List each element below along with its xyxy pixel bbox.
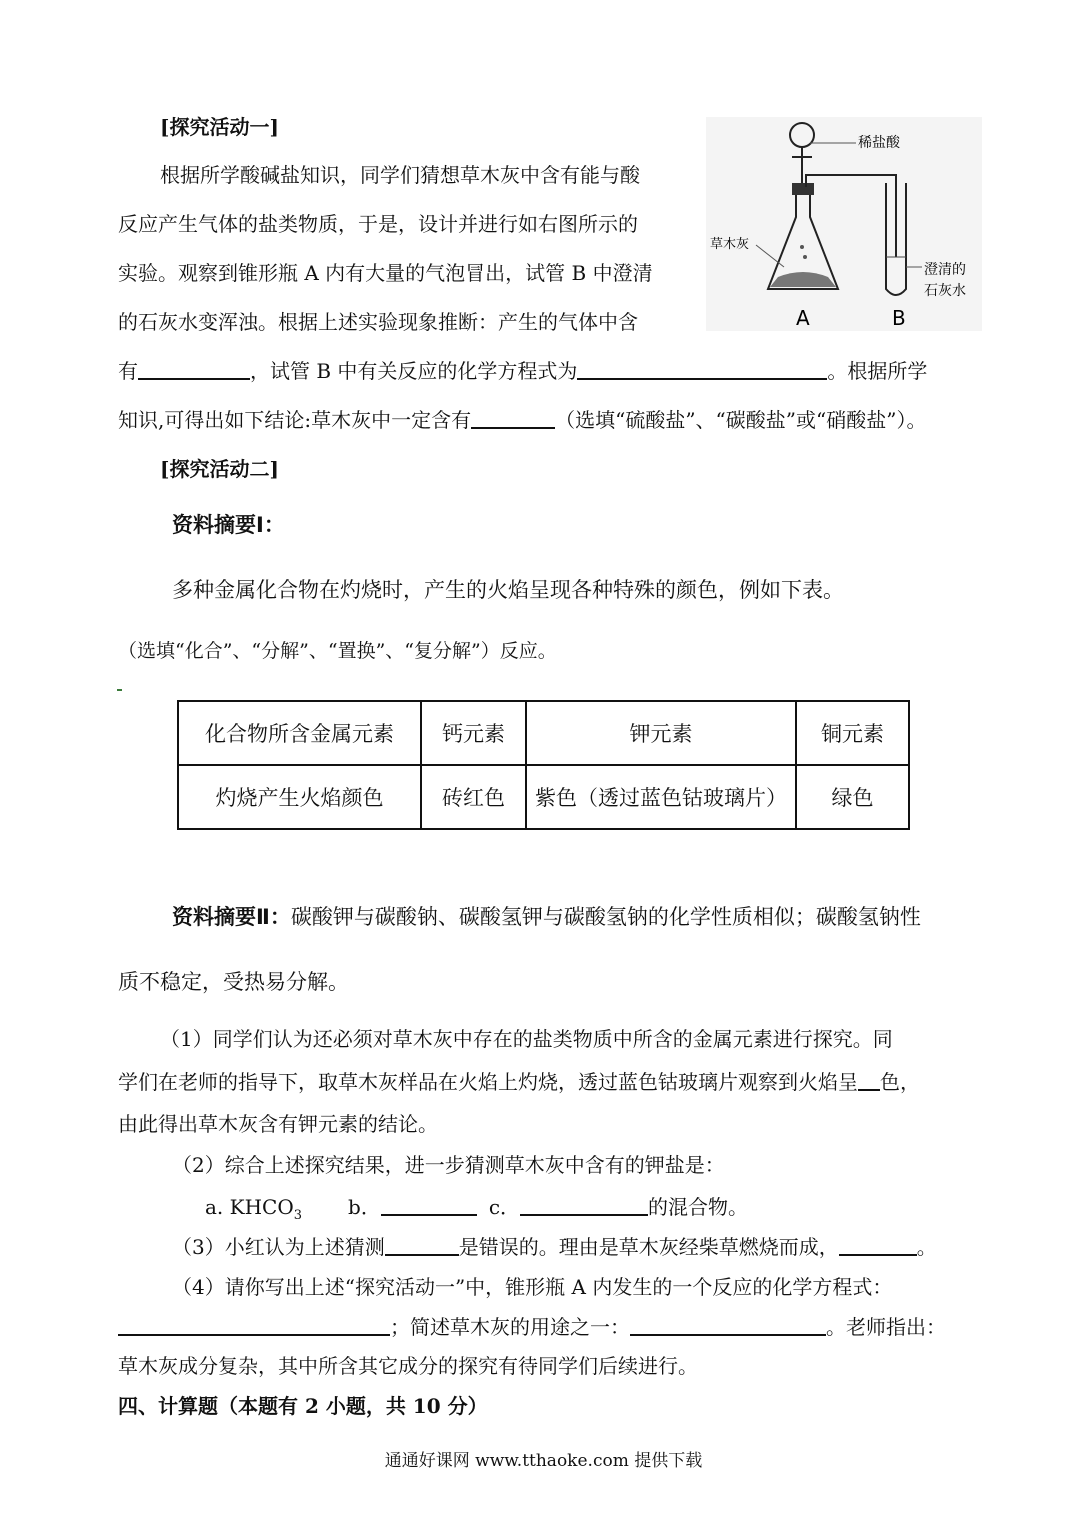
- answer-blank-wrong-guess[interactable]: [385, 1234, 459, 1256]
- summary1-title: 资料摘要Ⅰ：: [172, 513, 285, 537]
- answer-blank-salt[interactable]: [471, 407, 555, 429]
- summary2-line-2: 质不稳定，受热易分解。: [118, 970, 349, 994]
- table-cell: 绿色: [796, 765, 909, 829]
- activity1-line-4: 的石灰水变浑浊。根据上述实验现象推断：产生的气体中含: [118, 310, 638, 334]
- activity1-line-3: 实验。观察到锥形瓶 A 内有大量的气泡冒出，试管 B 中澄清: [118, 261, 653, 285]
- answer-blank-gas[interactable]: [138, 358, 250, 380]
- table-cell: 化合物所含金属元素: [178, 701, 421, 765]
- question-1-line-3: 由此得出草木灰含有钾元素的结论。: [118, 1112, 438, 1136]
- page-footer: 通通好课网 www.tthaoke.com 提供下载: [384, 1451, 703, 1471]
- label-b: B: [892, 306, 906, 330]
- table-cell: 砖红色: [421, 765, 526, 829]
- stray-line: （选填“化合”、“分解”、“置换”、“复分解”）反应。: [118, 640, 557, 662]
- answer-blank-reason[interactable]: [839, 1234, 917, 1256]
- apparatus-diagram: [706, 117, 982, 331]
- section-4-title: 四、计算题（本题有 2 小题，共 10 分）: [118, 1394, 488, 1418]
- label-limewater-2: 石灰水: [924, 283, 966, 299]
- table-cell: 紫色（透过蓝色钴玻璃片）: [526, 765, 796, 829]
- activity1-line-6: 知识,可得出如下结论:草木灰中一定含有 （选填“硫酸盐”、“碳酸盐”或“硝酸盐”）。: [118, 408, 927, 432]
- table-cell: 钾元素: [526, 701, 796, 765]
- activity1-line-1: 根据所学酸碱盐知识，同学们猜想草木灰中含有能与酸: [160, 163, 640, 187]
- summary2-line-1: 资料摘要Ⅱ：碳酸钾与碳酸钠、碳酸氢钾与碳酸氢钠的化学性质相似；碳酸氢钠性: [172, 905, 921, 929]
- activity2-title: [探究活动二]: [160, 457, 279, 481]
- table-row: [178, 765, 909, 829]
- label-a: A: [796, 306, 810, 330]
- question-2-options: a. $KHCO_3$ b． c． 的混合物。: [205, 1195, 749, 1223]
- table-cell: 钙元素: [421, 701, 526, 765]
- activity1-line-5: 有 ，试管 B 中有关反应的化学方程式为 。根据所学: [118, 359, 928, 383]
- activity1-title: [探究活动一]: [160, 115, 279, 139]
- answer-blank-usage[interactable]: [630, 1314, 826, 1336]
- answer-blank-flame-color[interactable]: [858, 1069, 880, 1091]
- label-ash: 草木灰: [710, 237, 750, 252]
- answer-blank-reaction-equation[interactable]: [118, 1314, 390, 1336]
- stray-mark: [117, 689, 122, 691]
- label-acid: 稀盐酸: [858, 135, 900, 151]
- question-2-line-1: （2）综合上述探究结果，进一步猜测草木灰中含有的钾盐是：: [172, 1153, 725, 1177]
- answer-blank-option-b[interactable]: [381, 1194, 477, 1216]
- flame-color-table: [177, 700, 910, 830]
- table-cell: 灼烧产生火焰颜色: [178, 765, 421, 829]
- table-cell: 铜元素: [796, 701, 909, 765]
- question-3: （3）小红认为上述猜测 是错误的。理由是草木灰经柴草燃烧而成， 。: [172, 1235, 937, 1259]
- answer-blank-option-c[interactable]: [520, 1194, 648, 1216]
- answer-blank-equation[interactable]: [577, 358, 827, 380]
- question-4-line-1: （4）请你写出上述“探究活动一”中，锥形瓶 A 内发生的一个反应的化学方程式：: [172, 1275, 893, 1299]
- activity1-line-2: 反应产生气体的盐类物质，于是，设计并进行如右图所示的: [118, 212, 638, 236]
- question-1-line-1: （1）同学们认为还必须对草木灰中存在的盐类物质中所含的金属元素进行探究。同: [160, 1027, 893, 1051]
- summary1-text: 多种金属化合物在灼烧时，产生的火焰呈现各种特殊的颜色，例如下表。: [172, 578, 844, 602]
- label-limewater-1: 澄清的: [924, 262, 966, 278]
- question-4-line-3: 草木灰成分复杂，其中所含其它成分的探究有待同学们后续进行。: [118, 1354, 698, 1378]
- question-1-line-2: 学们在老师的指导下，取草木灰样品在火焰上灼烧，透过蓝色钴玻璃片观察到火焰呈 色，: [118, 1070, 920, 1094]
- table-row: [178, 701, 909, 765]
- question-4-line-2: ；简述草木灰的用途之一： 。老师指出：: [118, 1313, 977, 1341]
